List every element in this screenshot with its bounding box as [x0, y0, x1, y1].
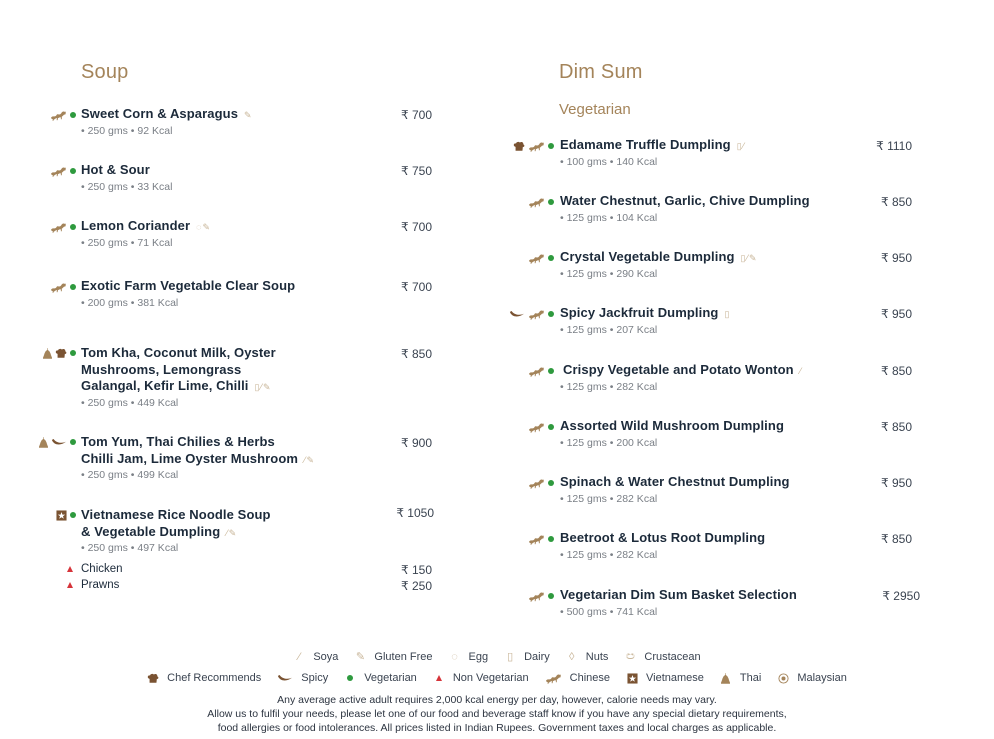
- legend-chef-recommends: Chef Recommends: [147, 672, 261, 684]
- item-tags: [40, 280, 76, 294]
- allergen-icons: ▯⁄✎: [740, 253, 758, 263]
- item-name: Assorted Wild Mushroom Dumpling: [560, 418, 784, 433]
- addon-price: ₹ 250: [401, 579, 432, 593]
- vegetarian-icon: [70, 350, 76, 356]
- allergen-icons: ✎: [244, 110, 253, 120]
- dairy-icon: ▯: [507, 651, 514, 663]
- item-name-line: Tom Kha, Coconut Milk, Oyster: [81, 345, 276, 360]
- menu-item[interactable]: [81, 218, 391, 250]
- chinese-icon: [528, 308, 545, 320]
- item-name: Spinach & Water Chestnut Dumpling: [560, 474, 790, 489]
- addon-chicken[interactable]: [67, 563, 123, 575]
- legend-crustacean: ඏ Crustacean: [625, 650, 701, 663]
- menu-item[interactable]: [81, 278, 391, 310]
- spicy-icon: [277, 674, 293, 683]
- legend-vietnamese: Vietnamese: [626, 672, 704, 684]
- item-price: ₹ 850: [401, 347, 432, 361]
- chef-recommends-icon: [513, 141, 525, 152]
- thai-icon: [720, 673, 732, 684]
- vegetarian-icon: [344, 675, 356, 681]
- item-tags: [508, 364, 554, 378]
- menu-item[interactable]: [81, 162, 391, 194]
- legend-non-vegetarian: Non Vegetarian: [433, 672, 529, 684]
- item-tags: [508, 251, 554, 265]
- item-price: ₹ 1110: [876, 139, 912, 153]
- item-name: Edamame Truffle Dumpling: [560, 137, 731, 152]
- allergen-icons: ▯: [724, 309, 731, 319]
- menu-item[interactable]: [560, 137, 880, 169]
- legend-spicy: Spicy: [277, 672, 328, 684]
- item-meta: • 500 gms • 741 Kcal: [560, 605, 658, 618]
- item-name: Water Chestnut, Garlic, Chive Dumpling: [560, 193, 810, 208]
- vegetarian-icon: [548, 311, 554, 317]
- item-meta: • 250 gms • 497 Kcal: [81, 542, 179, 554]
- item-price: ₹ 700: [401, 280, 432, 294]
- item-meta: • 250 gms • 499 Kcal: [81, 469, 179, 481]
- gluten-free-icon: ✎: [355, 651, 366, 663]
- vietnamese-icon: [626, 673, 638, 684]
- vegetarian-icon: [548, 143, 554, 149]
- item-tags: [40, 508, 76, 522]
- item-name: Vegetarian Dim Sum Basket Selection: [560, 587, 797, 602]
- item-meta: • 125 gms • 200 Kcal: [560, 436, 658, 449]
- crustacean-icon: ඏ: [625, 650, 635, 662]
- item-tags: [508, 476, 554, 490]
- addon-price: ₹ 150: [401, 563, 432, 577]
- item-price: ₹ 900: [401, 436, 432, 450]
- chinese-icon: [528, 252, 545, 264]
- item-tags: [506, 307, 554, 321]
- item-price: ₹ 2950: [882, 589, 920, 603]
- vietnamese-icon: [56, 510, 67, 521]
- item-meta: • 250 gms • 33 Kcal: [81, 180, 173, 193]
- non-vegetarian-icon: [67, 566, 73, 572]
- chinese-icon: [528, 365, 545, 377]
- item-tags: [508, 195, 554, 209]
- item-tags: [508, 420, 554, 434]
- item-meta: • 125 gms • 290 Kcal: [560, 267, 658, 280]
- chinese-icon: [50, 281, 67, 293]
- vegetarian-icon: [70, 224, 76, 230]
- item-meta: • 200 gms • 381 Kcal: [81, 296, 179, 309]
- soya-icon: ⁄: [298, 650, 301, 663]
- chinese-icon: [528, 477, 545, 489]
- item-name: Crispy Vegetable and Potato Wonton: [563, 362, 794, 377]
- menu-item[interactable]: [560, 362, 883, 394]
- item-tags: [36, 435, 76, 449]
- allergen-legend: [0, 650, 994, 663]
- item-tags: [508, 532, 554, 546]
- item-price: ₹ 1050: [396, 506, 434, 520]
- allergen-icons: ⁄✎: [226, 527, 238, 538]
- vegetarian-icon: [70, 112, 76, 118]
- item-tags: [508, 589, 554, 603]
- legend-chinese: Chinese: [545, 672, 610, 684]
- item-name: Hot & Sour: [81, 162, 150, 177]
- vegetarian-icon: [548, 368, 554, 374]
- legend-dairy: ▯ Dairy: [504, 650, 550, 663]
- item-meta: • 125 gms • 104 Kcal: [560, 211, 658, 224]
- dimsum-section-title: Dim Sum: [559, 61, 643, 83]
- legend-egg: ◌ Egg: [449, 651, 489, 663]
- thai-icon: [39, 437, 48, 448]
- tag-legend: [0, 672, 994, 684]
- vegetarian-icon: [548, 480, 554, 486]
- item-name-line: Galangal, Kefir Lime, Chilli: [81, 378, 249, 393]
- menu-item[interactable]: [560, 587, 880, 619]
- footer-note: [0, 693, 994, 735]
- chinese-icon: [50, 221, 67, 233]
- menu-item[interactable]: [81, 434, 391, 482]
- chinese-icon: [50, 109, 67, 121]
- item-price: ₹ 700: [401, 220, 432, 234]
- chinese-icon: [545, 672, 562, 684]
- vegetarian-icon: [548, 255, 554, 261]
- allergen-icons: ⁄: [799, 366, 803, 376]
- item-price: ₹ 850: [881, 532, 912, 546]
- item-name-line: Chilli Jam, Lime Oyster Mushroom: [81, 450, 299, 466]
- chinese-icon: [528, 140, 545, 152]
- allergen-icons: ◌✎: [196, 222, 212, 232]
- dimsum-subtitle: Vegetarian: [559, 101, 631, 118]
- item-price: ₹ 850: [881, 420, 912, 434]
- spicy-icon: [51, 438, 67, 447]
- item-price: ₹ 750: [401, 164, 432, 178]
- allergen-icons: ▯⁄✎: [254, 382, 272, 392]
- addon-name: Prawns: [81, 579, 120, 591]
- menu-item[interactable]: [560, 474, 880, 506]
- vegetarian-icon: [548, 424, 554, 430]
- allergen-icons: ⁄✎: [304, 454, 316, 465]
- item-meta: • 125 gms • 207 Kcal: [560, 323, 658, 336]
- vegetarian-icon: [548, 199, 554, 205]
- item-name: Beetroot & Lotus Root Dumpling: [560, 530, 766, 545]
- vegetarian-icon: [548, 593, 554, 599]
- chinese-icon: [50, 165, 67, 177]
- legend-nuts: ◊ Nuts: [566, 651, 609, 663]
- item-meta: • 250 gms • 449 Kcal: [81, 396, 179, 409]
- legend-soya: ⁄ Soya: [293, 651, 338, 663]
- item-price: ₹ 700: [401, 108, 432, 122]
- allergen-icons: ▯⁄: [736, 141, 746, 151]
- item-name: Exotic Farm Vegetable Clear Soup: [81, 278, 296, 293]
- legend-gluten-free: ✎ Gluten Free: [355, 650, 433, 663]
- item-meta: • 125 gms • 282 Kcal: [560, 548, 658, 561]
- footer-line-2: Allow us to fulfil your needs, please let one of our food and beverage staff know if you have any special dietary requirements,: [207, 708, 787, 720]
- item-meta: • 125 gms • 282 Kcal: [560, 492, 658, 505]
- non-vegetarian-icon: [67, 582, 73, 588]
- vegetarian-icon: [70, 512, 76, 518]
- addon-name: Chicken: [81, 563, 123, 575]
- item-name-line: Vietnamese Rice Noodle Soup: [81, 507, 271, 522]
- addon-prawns[interactable]: [67, 579, 119, 591]
- item-meta: • 100 gms • 140 Kcal: [560, 155, 658, 168]
- vegetarian-icon: [70, 439, 76, 445]
- item-name-line: Mushrooms, Lemongrass: [81, 361, 242, 377]
- egg-icon: ◌: [451, 650, 458, 663]
- chinese-icon: [528, 533, 545, 545]
- thai-icon: [43, 348, 52, 359]
- item-meta: • 250 gms • 92 Kcal: [81, 124, 173, 137]
- item-tags: [40, 346, 76, 360]
- menu-item[interactable]: [560, 530, 880, 562]
- menu-item[interactable]: [81, 507, 391, 555]
- item-meta: • 125 gms • 282 Kcal: [560, 380, 658, 393]
- chinese-icon: [528, 590, 545, 602]
- chinese-icon: [528, 196, 545, 208]
- chinese-icon: [528, 421, 545, 433]
- nuts-icon: ◊: [569, 650, 575, 663]
- chef-recommends-icon: [147, 673, 159, 684]
- vegetarian-icon: [70, 284, 76, 290]
- item-tags: [40, 220, 76, 234]
- item-meta: • 250 gms • 71 Kcal: [81, 236, 173, 249]
- item-name: Sweet Corn & Asparagus: [81, 106, 239, 121]
- item-price: ₹ 950: [881, 476, 912, 490]
- item-price: ₹ 850: [881, 195, 912, 209]
- vegetarian-icon: [70, 168, 76, 174]
- footer-line-3: food allergies or food intolerances. All prices listed in Indian Rupees. Government taxes and local charges as applicable.: [217, 722, 777, 734]
- item-name: Spicy Jackfruit Dumpling: [560, 305, 719, 320]
- menu-item[interactable]: [560, 193, 880, 225]
- item-tags: [40, 108, 76, 122]
- spicy-icon: [509, 310, 525, 319]
- vegetarian-icon: [548, 536, 554, 542]
- item-tags: [508, 139, 554, 153]
- menu-item[interactable]: [81, 345, 391, 410]
- menu-item[interactable]: [560, 305, 880, 337]
- chef-recommends-icon: [55, 348, 67, 359]
- menu-item[interactable]: [560, 249, 880, 281]
- menu-item[interactable]: [81, 106, 391, 138]
- legend-malaysian: Malaysian: [777, 672, 847, 684]
- item-price: ₹ 950: [881, 251, 912, 265]
- legend-vegetarian: Vegetarian: [344, 672, 417, 684]
- menu-item[interactable]: [560, 418, 880, 450]
- item-name-line: & Vegetable Dumpling: [81, 523, 221, 539]
- item-name: Crystal Vegetable Dumpling: [560, 249, 735, 264]
- item-name-line: Tom Yum, Thai Chilies & Herbs: [81, 434, 275, 449]
- item-price: ₹ 950: [881, 307, 912, 321]
- item-tags: [40, 164, 76, 178]
- soup-section-title: Soup: [81, 61, 129, 83]
- item-price: ₹ 850: [881, 364, 912, 378]
- malaysian-icon: [777, 673, 789, 684]
- non-vegetarian-icon: [433, 675, 445, 681]
- legend-thai: Thai: [720, 672, 761, 684]
- item-name: Lemon Coriander: [81, 218, 191, 233]
- footer-line-1: Any average active adult requires 2,000 kcal energy per day, however, calorie needs may vary.: [277, 694, 717, 706]
